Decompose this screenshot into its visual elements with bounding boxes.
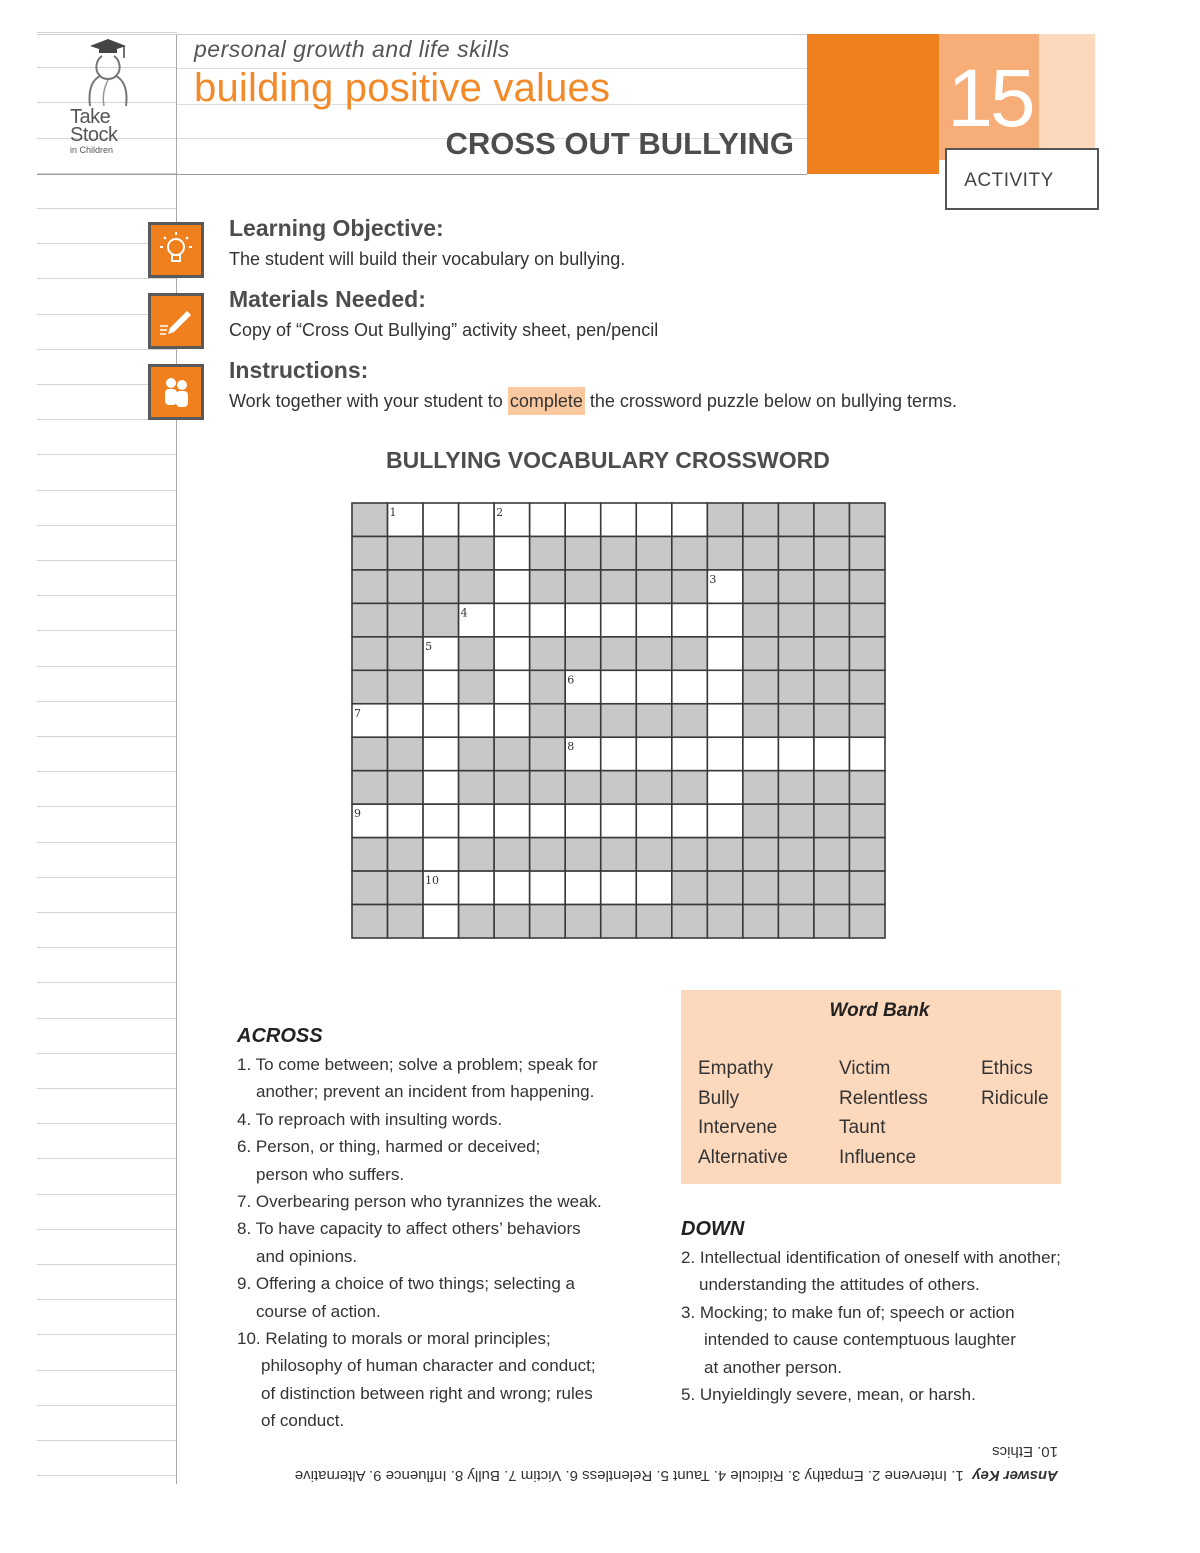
- objective-text: The student will build their vocabulary on bullying.: [229, 249, 626, 269]
- crossword-block: [849, 838, 885, 871]
- margin-rule: [37, 32, 177, 33]
- crossword-block: [814, 503, 850, 536]
- crossword-block: [636, 637, 672, 670]
- crossword-grid: [351, 502, 886, 939]
- crossword-cell[interactable]: [672, 804, 708, 837]
- crossword-block: [530, 737, 566, 770]
- clue-number: 6: [567, 673, 575, 687]
- crossword-block: [494, 771, 530, 804]
- margin-rule: [37, 1158, 177, 1159]
- crossword-cell[interactable]: [494, 804, 530, 837]
- word-bank-item: Relentless: [839, 1087, 928, 1109]
- margin-rule: [37, 1018, 177, 1019]
- crossword-cell[interactable]: [672, 503, 708, 536]
- crossword-block: [388, 771, 424, 804]
- crossword-block: [601, 536, 637, 569]
- margin-rule: [37, 912, 177, 913]
- logo-line-1: Take: [70, 106, 111, 128]
- crossword-block: [707, 503, 743, 536]
- crossword-cell[interactable]: [707, 670, 743, 703]
- crossword-block: [636, 838, 672, 871]
- crossword-block: [672, 704, 708, 737]
- header-top-rule: [37, 34, 807, 35]
- crossword-block: [601, 771, 637, 804]
- crossword-block: [743, 804, 779, 837]
- crossword-block: [459, 570, 495, 603]
- crossword-block: [849, 905, 885, 938]
- crossword-block: [743, 670, 779, 703]
- crossword-block: [388, 838, 424, 871]
- margin-rule: [37, 490, 177, 491]
- margin-rule: [37, 701, 177, 702]
- crossword-cell[interactable]: [636, 503, 672, 536]
- crossword-block: [388, 737, 424, 770]
- crossword-cell[interactable]: [423, 670, 459, 703]
- crossword-block: [814, 804, 850, 837]
- crossword-cell[interactable]: [636, 737, 672, 770]
- crossword-block: [530, 637, 566, 670]
- crossword-block: [743, 771, 779, 804]
- crossword-block: [778, 637, 814, 670]
- margin-rule: [37, 1334, 177, 1335]
- margin-rule: [37, 1053, 177, 1054]
- crossword-block: [849, 704, 885, 737]
- crossword-block: [743, 704, 779, 737]
- crossword-block: [743, 570, 779, 603]
- crossword-block: [636, 905, 672, 938]
- crossword-block: [459, 536, 495, 569]
- crossword-block: [743, 838, 779, 871]
- crossword-block: [849, 771, 885, 804]
- crossword-cell[interactable]: [494, 536, 530, 569]
- crossword-block: [352, 536, 388, 569]
- crossword-cell[interactable]: [494, 670, 530, 703]
- crossword-cell[interactable]: [601, 670, 637, 703]
- crossword-block: [388, 670, 424, 703]
- clue-number: 8: [567, 740, 575, 754]
- crossword-block: [530, 704, 566, 737]
- crossword-block: [849, 570, 885, 603]
- crossword-cell[interactable]: [423, 704, 459, 737]
- crossword-block: [459, 637, 495, 670]
- crossword-cell[interactable]: [849, 737, 885, 770]
- crossword-cell[interactable]: [601, 503, 637, 536]
- clue-continuation: and opinions.: [256, 1246, 358, 1266]
- crossword-block: [672, 536, 708, 569]
- down-heading: DOWN: [681, 1218, 745, 1240]
- word-bank-item: Taunt: [839, 1117, 886, 1138]
- crossword-cell[interactable]: [672, 670, 708, 703]
- crossword-block: [636, 570, 672, 603]
- crossword-cell[interactable]: [530, 603, 566, 636]
- crossword-cell[interactable]: [423, 838, 459, 871]
- crossword-block: [743, 603, 779, 636]
- crossword-block: [636, 704, 672, 737]
- clue-continuation: philosophy of human character and conduct;: [261, 1356, 596, 1376]
- crossword-cell[interactable]: [601, 603, 637, 636]
- margin-rule: [37, 208, 177, 209]
- crossword-block: [849, 536, 885, 569]
- clue-continuation: intended to cause contemptuous laughter: [704, 1330, 1016, 1350]
- crossword-block: [849, 637, 885, 670]
- margin-rule: [37, 1088, 177, 1089]
- logo-wordmark: [70, 108, 150, 154]
- crossword-block: [814, 637, 850, 670]
- clue-number: 9: [354, 807, 361, 821]
- crossword-block: [388, 871, 424, 904]
- crossword-block: [423, 536, 459, 569]
- crossword-cell[interactable]: [565, 871, 601, 904]
- crossword-cell[interactable]: [707, 704, 743, 737]
- crossword-cell[interactable]: [743, 737, 779, 770]
- crossword-block: [565, 905, 601, 938]
- answer-key: [258, 1440, 1058, 1484]
- margin-rule: [37, 982, 177, 983]
- crossword-cell[interactable]: [423, 905, 459, 938]
- objective-heading: Learning Objective:: [229, 215, 444, 241]
- clue-item: 4. To reproach with insulting words.: [237, 1109, 503, 1129]
- margin-rule: [37, 1440, 177, 1441]
- crossword-cell[interactable]: [707, 603, 743, 636]
- margin-rule: [37, 1123, 177, 1124]
- header-bottom-rule: [37, 174, 807, 175]
- crossword-cell[interactable]: [601, 871, 637, 904]
- crossword-block: [672, 570, 708, 603]
- margin-rule: [37, 877, 177, 878]
- crossword-block: [778, 570, 814, 603]
- crossword-block: [530, 905, 566, 938]
- crossword-block: [707, 838, 743, 871]
- crossword-block: [352, 570, 388, 603]
- instructions-text-start: Work together with your student to: [229, 391, 508, 411]
- crossword-block: [778, 503, 814, 536]
- margin-rule: [37, 560, 177, 561]
- clue-number: 7: [354, 706, 361, 720]
- margin-rule: [37, 454, 177, 455]
- word-bank-item: Intervene: [698, 1117, 778, 1138]
- crossword-cell[interactable]: [672, 737, 708, 770]
- crossword-block: [530, 838, 566, 871]
- crossword-block: [814, 871, 850, 904]
- word-bank-item: Ethics: [981, 1058, 1033, 1079]
- crossword-cell[interactable]: [636, 670, 672, 703]
- crossword-block: [352, 838, 388, 871]
- crossword-block: [814, 838, 850, 871]
- crossword-cell[interactable]: [565, 503, 601, 536]
- clue-item: 1. To come between; solve a problem; speak for: [237, 1055, 598, 1074]
- clue-item: 7. Overbearing person who tyrannizes the weak.: [237, 1192, 602, 1211]
- clue-number: 4: [460, 606, 468, 620]
- unit-title: building positive values: [194, 66, 611, 110]
- crossword-block: [423, 603, 459, 636]
- crossword-block: [849, 670, 885, 703]
- crossword-block: [565, 838, 601, 871]
- crossword-block: [778, 838, 814, 871]
- clue-item: 2. Intellectual identification of oneself with another;: [681, 1248, 1061, 1267]
- crossword-block: [459, 905, 495, 938]
- crossword-cell[interactable]: [530, 871, 566, 904]
- crossword-block: [530, 570, 566, 603]
- crossword-block: [778, 670, 814, 703]
- crossword-cell[interactable]: [636, 804, 672, 837]
- series-title: personal growth and life skills: [194, 36, 510, 62]
- crossword-block: [778, 871, 814, 904]
- crossword-block: [778, 603, 814, 636]
- clue-number: 3: [709, 572, 717, 586]
- crossword-block: [814, 670, 850, 703]
- crossword-block: [352, 503, 388, 536]
- lightbulb-icon: [148, 222, 204, 278]
- crossword-block: [459, 670, 495, 703]
- crossword-block: [849, 503, 885, 536]
- instructions-text-end: the crossword puzzle below on bullying terms.: [584, 391, 958, 411]
- instructions-heading: Instructions:: [229, 357, 369, 383]
- crossword-block: [352, 670, 388, 703]
- crossword-block: [565, 771, 601, 804]
- crossword-cell[interactable]: [707, 771, 743, 804]
- crossword-block: [778, 536, 814, 569]
- margin-rule: [37, 630, 177, 631]
- crossword-block: [601, 704, 637, 737]
- crossword-cell[interactable]: [494, 704, 530, 737]
- crossword-block: [707, 871, 743, 904]
- word-bank-item: Victim: [839, 1058, 891, 1079]
- crossword-cell[interactable]: [778, 737, 814, 770]
- crossword-cell[interactable]: [459, 871, 495, 904]
- clue-continuation: another; prevent an incident from happening.: [256, 1082, 595, 1102]
- crossword-cell[interactable]: [494, 637, 530, 670]
- clue-item: 10. Relating to morals or moral principles;: [237, 1329, 551, 1348]
- clue-continuation: of distinction between right and wrong; rules: [261, 1383, 593, 1403]
- margin-rule: [37, 278, 177, 279]
- margin-rule: [37, 947, 177, 948]
- clue-number: 10: [425, 874, 440, 888]
- logo-line-3: in Children: [70, 145, 114, 155]
- crossword-block: [778, 771, 814, 804]
- crossword-cell[interactable]: [565, 603, 601, 636]
- margin-rule: [37, 842, 177, 843]
- word-bank-title: Word Bank: [829, 1000, 930, 1021]
- clue-continuation: of conduct.: [261, 1411, 345, 1431]
- clue-item: 6. Person, or thing, harmed or deceived;: [237, 1137, 541, 1157]
- margin-rule: [37, 736, 177, 737]
- margin-rule: [37, 1229, 177, 1230]
- crossword-cell[interactable]: [530, 804, 566, 837]
- clue-number: 5: [425, 639, 433, 653]
- crossword-block: [388, 637, 424, 670]
- crossword-block: [814, 536, 850, 569]
- pencil-icon: [148, 293, 204, 349]
- crossword-cell[interactable]: [423, 771, 459, 804]
- clue-number: 2: [496, 506, 504, 519]
- people-icon: [148, 364, 204, 420]
- crossword-block: [636, 771, 672, 804]
- crossword-block: [743, 871, 779, 904]
- crossword-block: [707, 536, 743, 569]
- crossword-block: [388, 905, 424, 938]
- crossword-cell[interactable]: [423, 804, 459, 837]
- materials-heading: Materials Needed:: [229, 286, 426, 312]
- clue-item: 9. Offering a choice of two things; selecting a: [237, 1274, 575, 1294]
- clue-item: 3. Mocking; to make fun of; speech or action: [681, 1302, 1015, 1322]
- crossword-block: [388, 570, 424, 603]
- crossword-block: [459, 838, 495, 871]
- crossword-block: [459, 737, 495, 770]
- crossword-cell[interactable]: [636, 871, 672, 904]
- crossword-cell[interactable]: [601, 737, 637, 770]
- accent-block: [807, 34, 939, 174]
- margin-rule: [37, 806, 177, 807]
- crossword-block: [743, 637, 779, 670]
- crossword-block: [778, 905, 814, 938]
- crossword-block: [352, 905, 388, 938]
- crossword-cell[interactable]: [636, 603, 672, 636]
- crossword-block: [814, 905, 850, 938]
- margin-rule: [37, 1405, 177, 1406]
- crossword-block: [601, 838, 637, 871]
- crossword-block: [814, 704, 850, 737]
- crossword-cell[interactable]: [494, 603, 530, 636]
- clue-continuation: understanding the attitudes of others.: [699, 1275, 980, 1295]
- crossword-block: [352, 603, 388, 636]
- crossword-cell[interactable]: [530, 503, 566, 536]
- crossword-block: [601, 905, 637, 938]
- crossword-block: [636, 536, 672, 569]
- crossword-cell[interactable]: [601, 804, 637, 837]
- crossword-block: [849, 804, 885, 837]
- crossword-block: [494, 838, 530, 871]
- activity-label: ACTIVITY: [964, 170, 1054, 191]
- crossword-block: [814, 771, 850, 804]
- crossword-cell[interactable]: [388, 804, 424, 837]
- clue-continuation: course of action.: [256, 1301, 381, 1321]
- crossword-block: [459, 771, 495, 804]
- margin-rule: [37, 525, 177, 526]
- margin-rule: [37, 1299, 177, 1300]
- crossword-block: [565, 637, 601, 670]
- activity-title: CROSS OUT BULLYING: [445, 126, 794, 161]
- crossword-block: [743, 536, 779, 569]
- crossword-block: [672, 905, 708, 938]
- margin-rule: [37, 1194, 177, 1195]
- crossword-cell[interactable]: [672, 603, 708, 636]
- logo-line-2: Stock: [70, 124, 118, 146]
- crossword-block: [530, 670, 566, 703]
- margin-rule: [37, 771, 177, 772]
- crossword-block: [565, 536, 601, 569]
- crossword-block: [849, 603, 885, 636]
- clue-continuation: person who suffers.: [256, 1164, 405, 1184]
- margin-rule: [37, 1370, 177, 1371]
- crossword-block: [672, 771, 708, 804]
- crossword-block: [423, 570, 459, 603]
- crossword-block: [530, 771, 566, 804]
- crossword-block: [814, 603, 850, 636]
- crossword-cell[interactable]: [494, 570, 530, 603]
- crossword-block: [601, 637, 637, 670]
- crossword-block: [565, 704, 601, 737]
- crossword-block: [352, 637, 388, 670]
- crossword-block: [672, 838, 708, 871]
- answer-key-line-1: [295, 1467, 1058, 1484]
- crossword-block: [778, 804, 814, 837]
- crossword-cell[interactable]: [814, 737, 850, 770]
- crossword-block: [849, 871, 885, 904]
- crossword-block: [565, 570, 601, 603]
- crossword-cell[interactable]: [707, 737, 743, 770]
- answer-key-line-2: 10. Ethics: [992, 1443, 1058, 1460]
- crossword-cell[interactable]: [459, 804, 495, 837]
- crossword-block: [494, 905, 530, 938]
- crossword-block: [672, 637, 708, 670]
- crossword-block: [494, 737, 530, 770]
- crossword-cell[interactable]: [459, 503, 495, 536]
- crossword-block: [778, 704, 814, 737]
- word-bank-item: Ridicule: [981, 1087, 1049, 1109]
- crossword-block: [352, 871, 388, 904]
- clue-continuation: at another person.: [704, 1357, 842, 1377]
- margin-rule: [37, 666, 177, 667]
- crossword-block: [743, 905, 779, 938]
- materials-text: Copy of “Cross Out Bullying” activity sheet, pen/pencil: [229, 320, 659, 340]
- highlighted-word: complete: [508, 387, 585, 415]
- crossword-cell[interactable]: [565, 804, 601, 837]
- clue-item: 8. To have capacity to affect others’ behaviors: [237, 1219, 581, 1239]
- instructions-text: [229, 391, 957, 412]
- crossword-block: [530, 536, 566, 569]
- word-bank-item: Influence: [839, 1146, 917, 1168]
- crossword-cell[interactable]: [459, 704, 495, 737]
- crossword-block: [814, 570, 850, 603]
- crossword-block: [672, 871, 708, 904]
- answer-key-label: Answer Key: [972, 1467, 1058, 1484]
- crossword-block: [707, 905, 743, 938]
- crossword-cell[interactable]: [423, 737, 459, 770]
- crossword-block: [743, 503, 779, 536]
- crossword-cell[interactable]: [494, 871, 530, 904]
- word-bank-item: Empathy: [698, 1058, 773, 1079]
- accent-block-light: [1039, 34, 1095, 160]
- crossword-block: [601, 570, 637, 603]
- word-bank-item: Alternative: [698, 1146, 788, 1168]
- crossword-block: [388, 536, 424, 569]
- margin-rule: [37, 1475, 177, 1476]
- clue-number: 1: [389, 506, 397, 519]
- margin-rule: [37, 595, 177, 596]
- margin-rule: [37, 1264, 177, 1265]
- crossword-block: [388, 603, 424, 636]
- answer-key-answers: 1. Intervene 2. Empathy 3. Ridicule 4. Taunt 5. Relentless 6. Victim 7. Bully 8. Influence 9. Alternative: [294, 1467, 964, 1484]
- crossword-cell[interactable]: [423, 503, 459, 536]
- clue-item: 5. Unyieldingly severe, mean, or harsh.: [681, 1385, 976, 1404]
- crossword-cell[interactable]: [707, 637, 743, 670]
- crossword-block: [352, 737, 388, 770]
- across-heading: ACROSS: [237, 1025, 323, 1047]
- activity-number: 15: [947, 53, 1033, 144]
- word-bank-item: Bully: [698, 1087, 740, 1109]
- crossword-cell[interactable]: [388, 704, 424, 737]
- crossword-title: BULLYING VOCABULARY CROSSWORD: [386, 447, 830, 473]
- crossword-block: [352, 771, 388, 804]
- crossword-cell[interactable]: [707, 804, 743, 837]
